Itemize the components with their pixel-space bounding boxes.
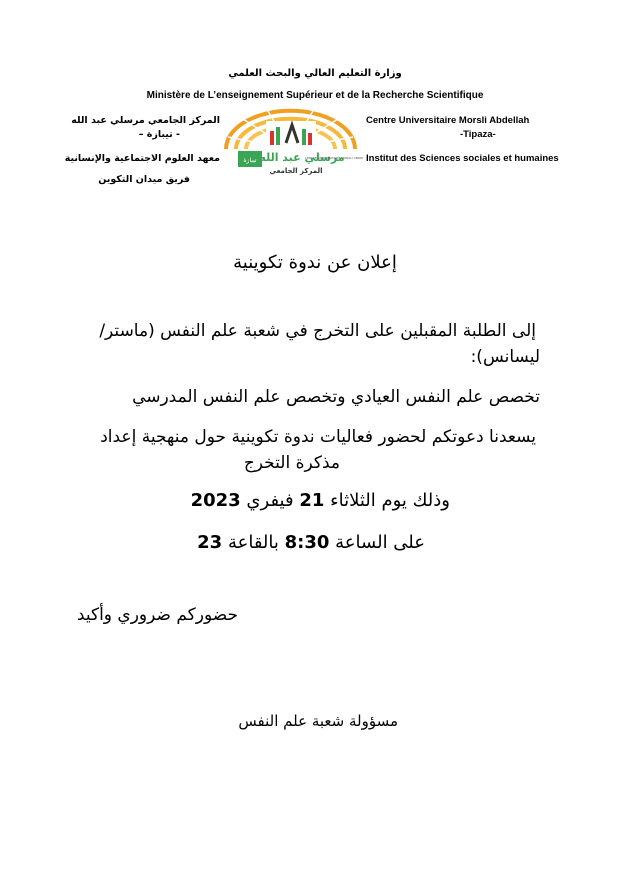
addressee-line-1: إلى الطلبة المقبلين على التخرج في شعبة علم النفس (ماستر/ [99,321,536,341]
announcement-title: إعلان عن ندوة تكوينية [233,252,397,273]
city-ar: - تيبازة – [138,129,180,140]
addressee-line-2: ليسانس): [470,347,540,367]
institute-name-fr: Institut des Sciences sociales et humaines [366,153,559,164]
time-line [165,530,425,556]
date-line [150,488,450,514]
date-day: 21 [299,490,325,511]
logo-center-text: المركز الجامعي [269,167,323,175]
ministry-name-fr: Ministère de L’enseignement Supérieur et de la Recherche Scientifique [146,90,484,101]
room-prefix: بالقاعة [227,532,279,553]
room-number: 23 [197,532,223,553]
center-name-ar: المركز الجامعي مرسلي عبد الله [71,115,220,126]
ministry-name-ar: وزارة التعليم العالي والبحث العلمي [228,68,402,79]
logo-city-text: تيبازة [243,157,257,164]
logo-fr-text: CENTRE UNIVERSITAIRE MORSLI ABDE [304,156,363,160]
institute-name-ar: معهد العلوم الاجتماعية والإنسانية [64,153,220,164]
specialties-line: تخصص علم النفس العيادي وتخصص علم النفس المدرسي [132,387,540,407]
team-name-ar: فريق ميدان التكوين [98,174,190,185]
attendance-line: حضوركم ضروري وأكيد [76,605,238,625]
city-fr: -Tipaza- [460,129,496,140]
time-prefix: على الساعة [335,532,425,553]
date-month: فيفري [246,490,294,511]
signature-line: مسؤولة شعبة علم النفس [238,712,398,730]
invitation-line-1: يسعدنا دعوتكم لحضور فعاليات ندوة تكوينية حول منهجية إعداد [100,427,536,447]
date-prefix: وذلك يوم الثلاثاء [330,490,450,511]
center-name-fr: Centre Universitaire Morsli Abdellah [366,115,530,126]
logo-name-text: مرسلي عبد الله [259,151,345,164]
date-year: 2023 [190,490,241,511]
time-value: 8:30 [284,532,330,553]
university-logo [218,107,363,177]
invitation-line-2: مذكرة التخرج [243,453,340,473]
